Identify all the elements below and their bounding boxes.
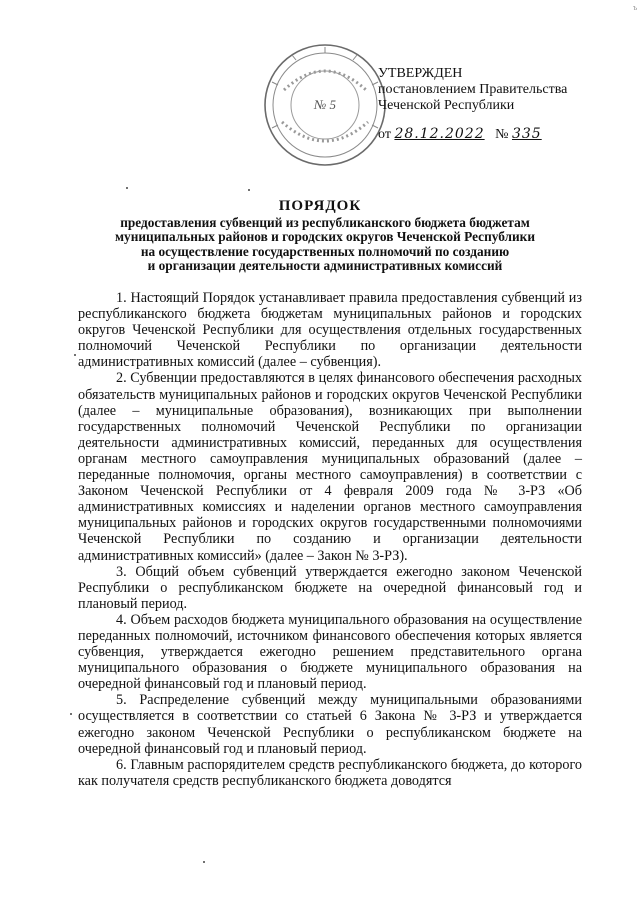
scan-speck [248,189,250,191]
document-title: ПОРЯДОК [278,198,362,214]
approval-block [378,66,628,143]
approval-date: 28.12.2022 [394,126,485,142]
subtitle-line: и организации деятельности административных комиссий [147,257,503,273]
paragraph-6: 6. Главным распорядителем средств республиканского бюджета, до которого как получателя средств республиканского бюджета доводятся [78,756,582,789]
seal-number: № 5 [313,97,337,112]
approval-date-line [378,126,628,143]
scan-artifact: ъ [633,3,638,12]
approval-status: УТВЕРЖДЕН [378,66,463,81]
paragraph-5: 5. Распределение субвенций между муниципальными образованиями осуществляется в соответствии со статьей 6 Закона № 3-РЗ и утверждается ежегодно законом Чеченской Республики о республиканском бюджете на очередной финансовый год и плановый период. [78,692,582,757]
document-body [78,290,582,789]
paragraph-3: 3. Общий объем субвенций утверждается ежегодно законом Чеченской Республики о республиканском бюджете на очередной финансовый год и плановый период. [78,563,582,612]
approval-number: 335 [511,126,542,142]
paragraph-1: 1. Настоящий Порядок устанавливает правила предоставления субвенций из республиканского бюджета бюджетам муниципальных районов и городских округов Чеченской Республики для осуществления отдельных государственных полномочий Чеченской Республики по организации деятельности административных комиссий (далее – субвенция). [78,290,582,371]
scan-speck [74,354,76,356]
paragraph-4: 4. Объем расходов бюджета муниципального образования на осуществление переданных полномочий, источником финансового обеспечения которых является субвенция, утверждается ежегодно решением представительного органа муниципального образования о бюджете муниципального образования на очередной финансовый год и плановый период. [78,611,582,693]
official-seal [262,42,388,168]
subtitle-line: на осуществление государственных полномочий по созданию [140,243,510,259]
approval-republic: Чеченской Республики [378,98,515,113]
subtitle-line: предоставления субвенций из республиканского бюджета бюджетам [120,215,530,230]
number-prefix: № [495,127,509,142]
document-subtitle [80,216,570,273]
scan-speck [126,187,128,189]
subtitle-line: муниципальных районов и городских округов Чеченской Республики [115,229,535,245]
approval-authority: постановлением Правительства [378,82,568,97]
scan-speck [203,861,205,863]
scan-speck [70,713,72,715]
date-prefix: от [378,127,391,142]
paragraph-2: 2. Субвенции предоставляются в целях финансового обеспечения расходных обязательств муниципальных районов и городских округов Чеченской Республики (далее – муниципальные образования), возникающих при выполнении государственных полномочий Чеченской Республики по организации деятельности административных комиссий, переданных для осуществления органам местного самоуправления муниципальных образований (далее – переданные полномочия, органы местного самоуправления) в соответствии с Законом Чеченской Республики от 4 февраля 2009 года № 3-РЗ «Об административных комиссиях и наделении органов местного самоуправления муниципальных районов и городских округов государственными полномочиями Чеченской Республики по созданию и организации деятельности административных комиссий» (далее – Закон № 3-РЗ). [78,370,582,564]
